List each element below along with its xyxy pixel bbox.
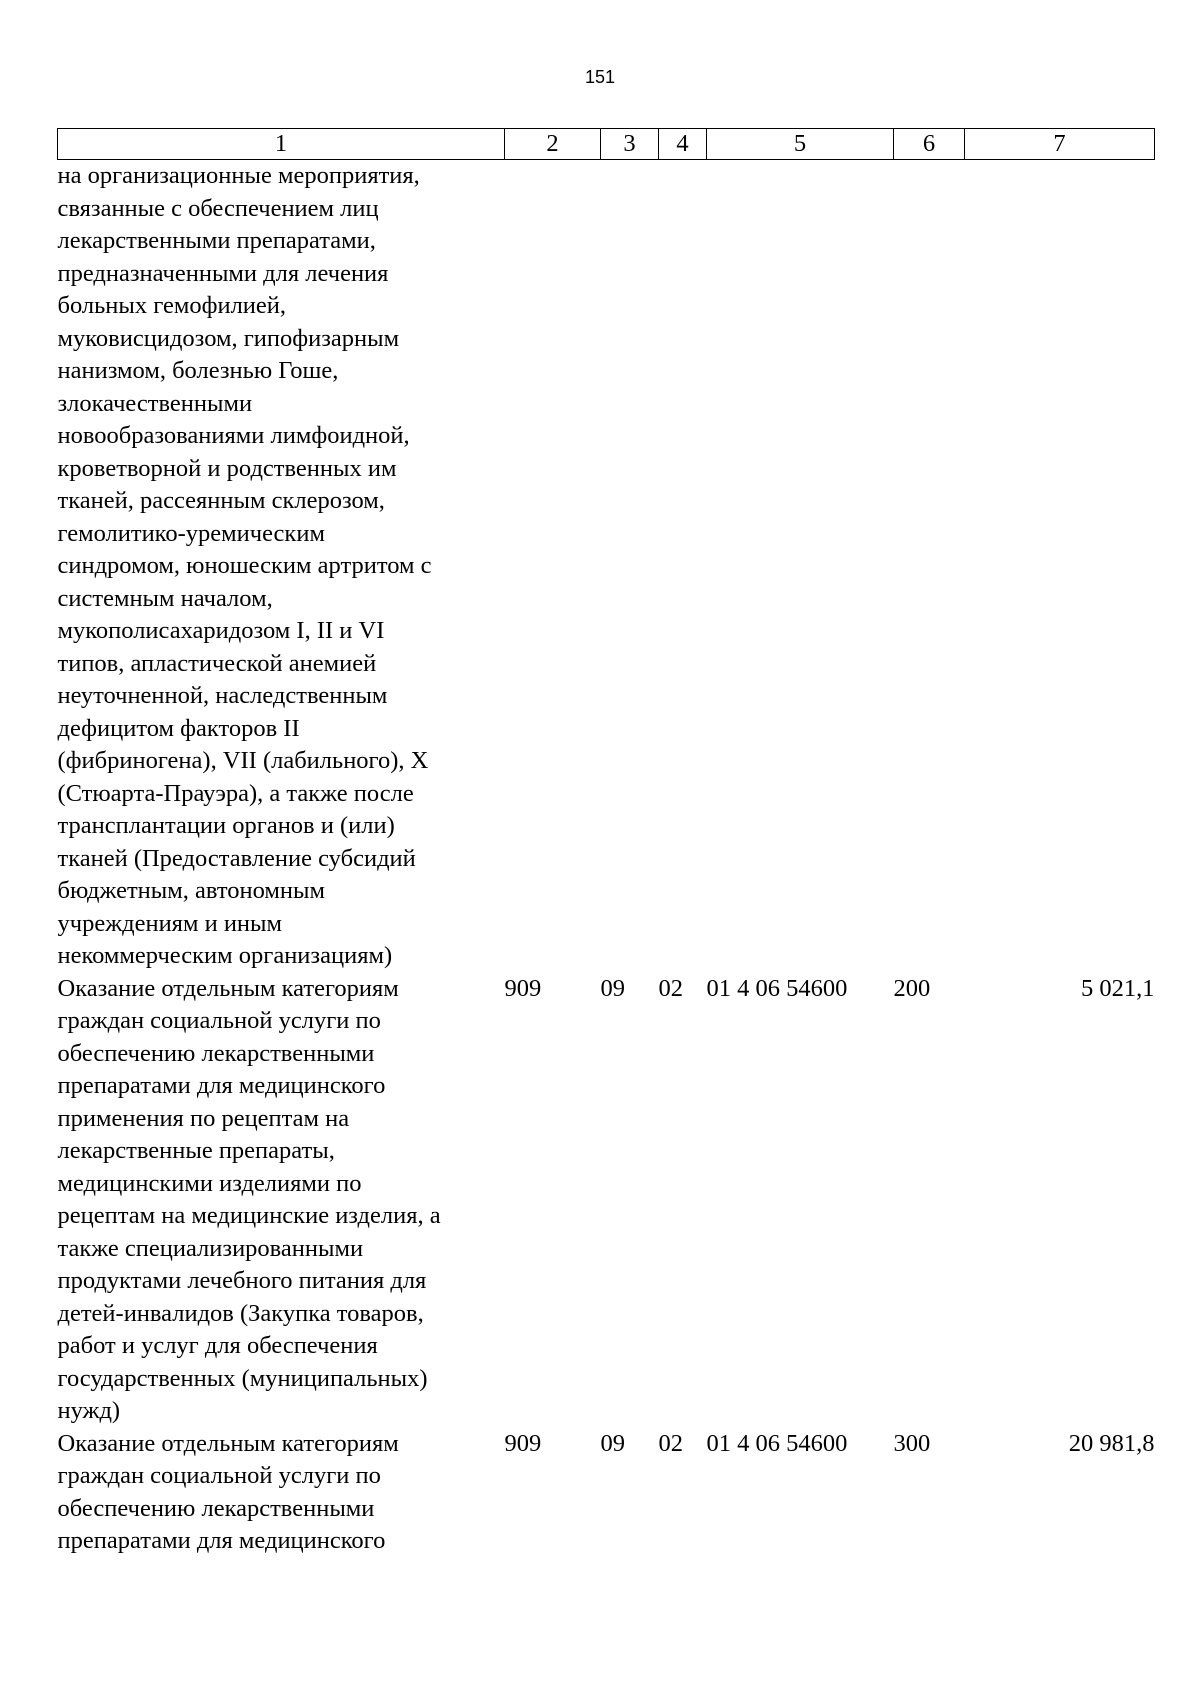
description-line: также специализированными [57,1234,364,1262]
description-line: неуточненной, наследственным [57,682,388,709]
column-header-1: 1 [58,129,505,160]
header-row [58,129,1155,160]
description-line: нанизмом, болезнью Гоше, [57,357,339,384]
description-line: применения по рецептам на [57,1104,350,1132]
table-row [58,160,1155,973]
column-header-2: 2 [505,129,601,160]
description-line: некоммерческим организациям) [57,942,393,969]
description-line: препаратами для медицинского [57,1527,386,1554]
row-subsection: 02 [658,974,683,1002]
row-amount: 20 981,8 [1068,1429,1155,1457]
table-header [58,129,1155,160]
column-header-7: 7 [965,129,1155,160]
row-admin-code: 909 [504,974,542,1002]
row-amount [965,160,1155,973]
description-line: дефицитом факторов II [57,714,300,742]
row-amount: 5 021,1 [1081,974,1155,1002]
column-header-5: 5 [707,129,894,160]
description-line: злокачественными [57,389,253,417]
description-line: работ и услуг для обеспечения [57,1332,378,1359]
description-line: нужд) [57,1397,121,1424]
description-line: рецептам на медицинские изделия, а [57,1202,441,1229]
table-body [58,160,1155,1558]
row-description [58,1428,505,1558]
description-line: (Стюарта-Прауэра), а также после [57,779,414,807]
row-target-article: 01 4 06 54600 [706,1429,848,1457]
column-header-6: 6 [894,129,965,160]
description-line: продуктами лечебного питания для [57,1267,427,1294]
description-line: (фибриногена), VII (лабильного), X [57,747,429,774]
description-line: бюджетным, автономным [57,877,325,904]
description-line: новообразованиями лимфоидной, [57,422,410,449]
page-number: 151 [584,67,616,87]
description-line: больных гемофилией, [57,292,287,319]
description-line: связанные с обеспечением лиц [57,194,379,222]
row-description [58,160,505,973]
description-line: гемолитико-уремическим [57,519,325,547]
column-header-3: 3 [601,129,659,160]
description-line: кроветворной и родственных им [57,454,397,482]
description-line: мукополисахаридозом I, II и VI [57,617,385,644]
description-line: муковисцидозом, гипофизарным [57,324,400,352]
description-line: на организационные мероприятия, [57,162,420,189]
description-line: государственных (муниципальных) [57,1364,428,1392]
row-subsection: 02 [658,1429,683,1457]
description-line: медицинскими изделиями по [57,1169,362,1197]
description-line: Оказание отдельным категориям [57,1429,399,1457]
row-section: 09 [600,1429,625,1457]
description-line: обеспечению лекарственными [57,1039,375,1067]
table-row [58,973,1155,1428]
budget-table [57,128,1155,1558]
row-admin-code [505,160,601,973]
description-line: детей-инвалидов (Закупка товаров, [57,1299,424,1327]
row-admin-code: 909 [504,1429,542,1457]
row-target-article: 01 4 06 54600 [706,974,848,1002]
row-expense-type: 300 [893,1429,931,1457]
row-subsection [659,160,707,973]
description-line: обеспечению лекарственными [57,1494,375,1522]
description-line: Оказание отдельным категориям [57,974,399,1002]
description-line: системным началом, [57,584,273,612]
column-header-4: 4 [659,129,707,160]
description-line: типов, апластической анемией [57,649,377,677]
row-section [601,160,659,973]
description-line: синдромом, юношеским артритом с [57,552,432,579]
row-target-article [707,160,894,973]
row-description [58,973,505,1428]
description-line: учреждениям и иным [57,909,283,937]
description-line: лекарственными препаратами, [57,227,376,254]
description-line: лекарственные препараты, [57,1137,335,1164]
row-expense-type [894,160,965,973]
row-section: 09 [600,974,625,1002]
description-line: трансплантации органов и (или) [57,812,395,839]
description-line: граждан социальной услуги по [57,1007,381,1034]
description-line: тканей, рассеянным склерозом, [57,487,385,514]
row-expense-type: 200 [893,974,931,1002]
table-row [58,1428,1155,1558]
description-line: тканей (Предоставление субсидий [57,844,416,872]
description-line: граждан социальной услуги по [57,1462,381,1489]
description-line: предназначенными для лечения [57,259,389,287]
description-line: препаратами для медицинского [57,1072,386,1099]
